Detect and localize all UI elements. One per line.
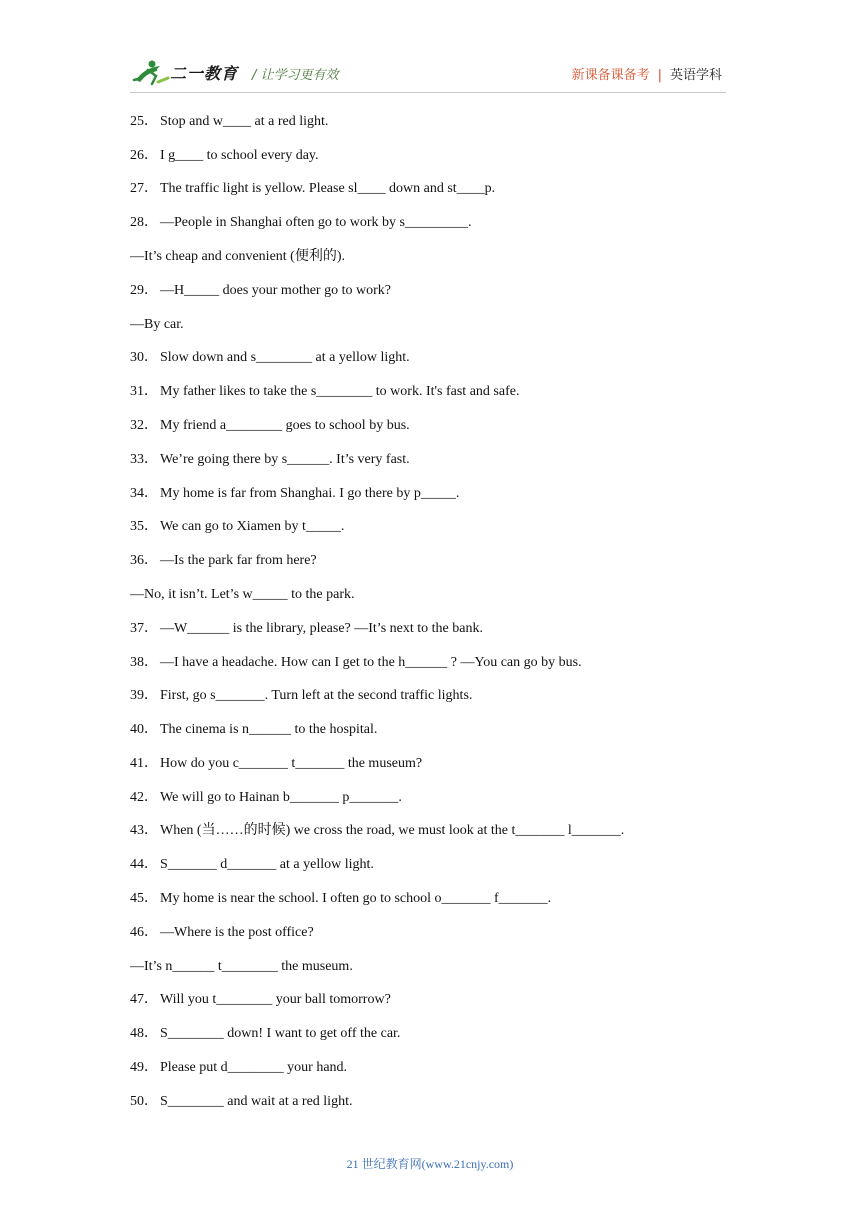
question-text: S_______ d_______ at a yellow light. (160, 857, 374, 872)
question-text: Please put d________ your hand. (160, 1060, 348, 1075)
answer-text: —It’s cheap and convenient (便利的). (130, 249, 345, 264)
question-line (130, 856, 374, 874)
question-number: 38． (130, 655, 158, 670)
header-subject-label: 英语学科 (669, 68, 722, 83)
question-text: —Is the park far from here? (160, 553, 317, 568)
question-number: 48． (130, 1026, 158, 1041)
question-line (130, 1059, 347, 1077)
question-text: First, go s_______. Turn left at the second traffic lights. (160, 688, 473, 703)
header-separator: | (657, 68, 662, 83)
answer-line (130, 248, 345, 266)
question-line (130, 349, 410, 367)
question-text: My home is far from Shanghai. I go there by p_____. (160, 486, 460, 501)
question-number: 40． (130, 722, 158, 737)
question-number: 39． (130, 688, 158, 703)
question-line (130, 620, 483, 638)
question-line (130, 654, 582, 672)
question-text: We can go to Xiamen by t_____. (160, 519, 345, 534)
question-line (130, 485, 459, 503)
question-number: 26． (130, 148, 158, 163)
question-line (130, 113, 328, 131)
question-number: 44． (130, 857, 158, 872)
logo-text: 二一教育 (170, 64, 239, 83)
header-divider (130, 92, 726, 93)
question-text: —W______ is the library, please? —It’s next to the bank. (160, 621, 483, 636)
question-text: —H_____ does your mother go to work? (160, 283, 391, 298)
question-text: S________ down! I want to get off the car. (160, 1026, 401, 1041)
answer-line (130, 586, 355, 604)
question-text: When (当……的时候) we cross the road, we must look at the t_______ l_______. (160, 823, 625, 838)
question-line (130, 1093, 352, 1111)
header-course-label: 新课备课备考 (571, 68, 650, 83)
question-line (130, 282, 391, 300)
question-number: 27． (130, 181, 158, 196)
question-number: 25． (130, 114, 158, 129)
question-line (130, 924, 314, 942)
question-text: How do you c_______ t_______ the museum? (160, 756, 423, 771)
answer-line (130, 316, 184, 334)
answer-text: —It’s n______ t________ the museum. (130, 959, 353, 974)
question-line (130, 721, 377, 739)
question-line (130, 451, 410, 469)
question-number: 29． (130, 283, 158, 298)
question-text: My father likes to take the s________ to work. It's fast and safe. (160, 384, 520, 399)
answer-line (130, 958, 353, 976)
question-line (130, 687, 472, 705)
answer-text: —No, it isn’t. Let’s w_____ to the park. (130, 587, 355, 602)
question-line (130, 991, 391, 1009)
question-number: 35． (130, 519, 158, 534)
question-number: 31． (130, 384, 158, 399)
question-number: 42． (130, 790, 158, 805)
question-text: My friend a________ goes to school by bus. (160, 418, 410, 433)
question-line (130, 552, 317, 570)
question-line (130, 214, 471, 232)
question-text: The traffic light is yellow. Please sl____ down and st____p. (160, 181, 496, 196)
question-line (130, 383, 519, 401)
question-text: The cinema is n______ to the hospital. (160, 722, 378, 737)
question-text: —Where is the post office? (160, 925, 314, 940)
question-number: 32． (130, 418, 158, 433)
question-line (130, 417, 410, 435)
question-number: 47． (130, 992, 158, 1007)
page-header (130, 56, 730, 90)
question-line (130, 890, 551, 908)
question-number: 37． (130, 621, 158, 636)
question-line (130, 518, 344, 536)
question-number: 41． (130, 756, 158, 771)
question-text: We will go to Hainan b_______ p_______. (160, 790, 402, 805)
question-number: 45． (130, 891, 158, 906)
question-text: Slow down and s________ at a yellow light. (160, 350, 410, 365)
question-text: Will you t________ your ball tomorrow? (160, 992, 391, 1007)
question-line (130, 180, 495, 198)
header-slogan: / 让学习更有效 (252, 68, 339, 83)
question-line (130, 1025, 400, 1043)
question-text: S________ and wait at a red light. (160, 1094, 353, 1109)
question-number: 36． (130, 553, 158, 568)
question-line (130, 789, 402, 807)
question-line (130, 822, 624, 840)
question-number: 46． (130, 925, 158, 940)
page-footer: 21 世纪教育网(www.21cnjy.com) (346, 1157, 514, 1171)
question-number: 49． (130, 1060, 158, 1075)
question-number: 34． (130, 486, 158, 501)
question-text: I g____ to school every day. (160, 148, 319, 163)
question-number: 43． (130, 823, 158, 838)
question-text: We’re going there by s______. It’s very fast. (160, 452, 410, 467)
header-subject (572, 64, 722, 83)
question-line (130, 147, 319, 165)
question-text: —People in Shanghai often go to work by s_________. (160, 215, 472, 230)
question-number: 33． (130, 452, 158, 467)
question-number: 30． (130, 350, 158, 365)
question-text: My home is near the school. I often go to school o_______ f_______. (160, 891, 552, 906)
question-number: 28． (130, 215, 158, 230)
question-text: —I have a headache. How can I get to the h______ ? —You can go by bus. (160, 655, 582, 670)
question-text: Stop and w____ at a red light. (160, 114, 329, 129)
question-line (130, 755, 422, 773)
question-number: 50． (130, 1094, 158, 1109)
answer-text: —By car. (130, 317, 184, 332)
